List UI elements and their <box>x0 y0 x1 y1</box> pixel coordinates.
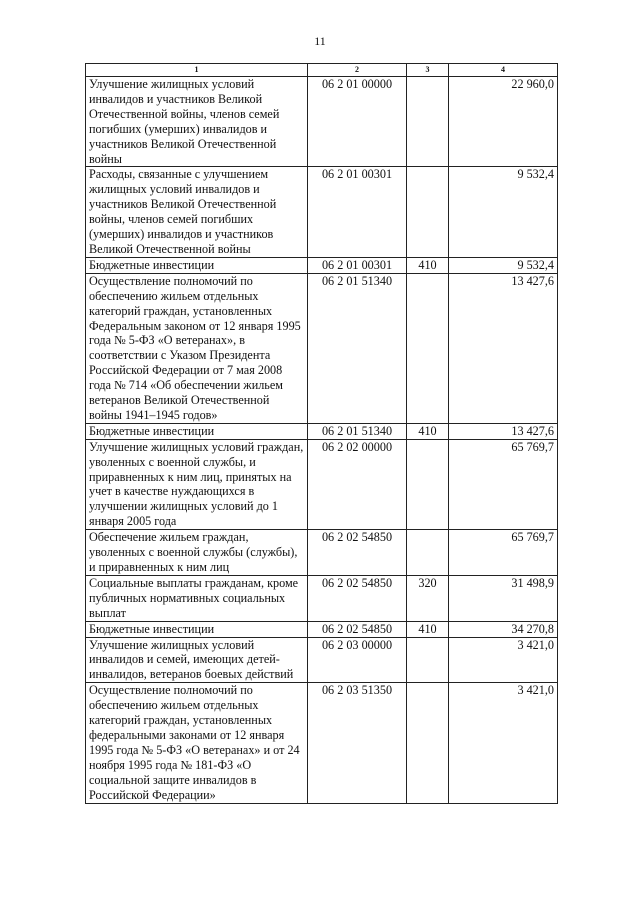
row-code: 06 2 03 00000 <box>308 637 407 683</box>
row-name: Улучшение жилищных условий инвалидов и семей, имеющих детей-инвалидов, ветеранов боевых действий <box>86 637 308 683</box>
row-expense-type <box>407 530 449 576</box>
row-expense-type <box>407 273 449 423</box>
row-amount: 3 421,0 <box>449 637 558 683</box>
row-expense-type: 410 <box>407 257 449 273</box>
row-name: Обеспечение жильем граждан, уволенных с военной службы (службы), и приравненных к ним лиц <box>86 530 308 576</box>
row-amount: 9 532,4 <box>449 167 558 257</box>
table-row <box>86 621 558 637</box>
row-name: Бюджетные инвестиции <box>86 423 308 439</box>
row-expense-type <box>407 77 449 167</box>
row-code: 06 2 01 00000 <box>308 77 407 167</box>
row-code: 06 2 01 51340 <box>308 273 407 423</box>
row-expense-type <box>407 683 449 803</box>
table-row <box>86 257 558 273</box>
table-row <box>86 273 558 423</box>
row-name: Бюджетные инвестиции <box>86 257 308 273</box>
row-expense-type: 410 <box>407 621 449 637</box>
budget-table <box>85 63 558 804</box>
row-code: 06 2 02 54850 <box>308 575 407 621</box>
row-name: Социальные выплаты гражданам, кроме публичных нормативных социальных выплат <box>86 575 308 621</box>
column-header-1: 1 <box>86 64 308 77</box>
row-code: 06 2 01 51340 <box>308 423 407 439</box>
row-amount: 65 769,7 <box>449 439 558 529</box>
row-expense-type <box>407 439 449 529</box>
table-row <box>86 683 558 803</box>
table-row <box>86 575 558 621</box>
row-name: Улучшение жилищных условий граждан, уволенных с военной службы, и приравненных к ним лиц, принятых на учет в качестве нуждающихся в улучшении жилищных условий до 1 января 2005 года <box>86 439 308 529</box>
row-expense-type: 320 <box>407 575 449 621</box>
row-code: 06 2 02 54850 <box>308 530 407 576</box>
row-code: 06 2 01 00301 <box>308 167 407 257</box>
table-row <box>86 530 558 576</box>
page-number: 11 <box>314 34 326 48</box>
row-code: 06 2 01 00301 <box>308 257 407 273</box>
row-name: Расходы, связанные с улучшением жилищных условий инвалидов и участников Великой Отечественной войны, членов семей погибших (умерших) инвалидов и участников Великой Отечественной войны <box>86 167 308 257</box>
row-code: 06 2 02 54850 <box>308 621 407 637</box>
row-expense-type <box>407 167 449 257</box>
row-expense-type: 410 <box>407 423 449 439</box>
table-row <box>86 167 558 257</box>
row-amount: 31 498,9 <box>449 575 558 621</box>
column-header-2: 2 <box>308 64 407 77</box>
row-amount: 3 421,0 <box>449 683 558 803</box>
row-code: 06 2 02 00000 <box>308 439 407 529</box>
row-amount: 34 270,8 <box>449 621 558 637</box>
table-row <box>86 423 558 439</box>
row-code: 06 2 03 51350 <box>308 683 407 803</box>
table-header-row <box>86 64 558 77</box>
table-row <box>86 439 558 529</box>
row-amount: 13 427,6 <box>449 273 558 423</box>
column-header-4: 4 <box>449 64 558 77</box>
row-expense-type <box>407 637 449 683</box>
table-row <box>86 77 558 167</box>
row-name: Бюджетные инвестиции <box>86 621 308 637</box>
row-name: Осуществление полномочий по обеспечению жильем отдельных категорий граждан, установленных федеральными законами от 12 января 1995 года № 5-ФЗ «О ветеранах» и от 24 ноября 1995 года № 181-ФЗ «О социальной защите инвалидов в Российской Федерации» <box>86 683 308 803</box>
row-amount: 22 960,0 <box>449 77 558 167</box>
column-header-3: 3 <box>407 64 449 77</box>
row-amount: 65 769,7 <box>449 530 558 576</box>
row-amount: 9 532,4 <box>449 257 558 273</box>
table-row <box>86 637 558 683</box>
row-name: Улучшение жилищных условий инвалидов и участников Великой Отечественной войны, членов семей погибших (умерших) инвалидов и участников Великой Отечественной войны <box>86 77 308 167</box>
row-name: Осуществление полномочий по обеспечению жильем отдельных категорий граждан, установленных Федеральным законом от 12 января 1995 года № 5-ФЗ «О ветеранах», в соответствии с Указом Президента Российской Федерации от 7 мая 2008 года № 714 «Об обеспечении жильем ветеранов Великой Отечественной войны 1941–1945 годов» <box>86 273 308 423</box>
row-amount: 13 427,6 <box>449 423 558 439</box>
